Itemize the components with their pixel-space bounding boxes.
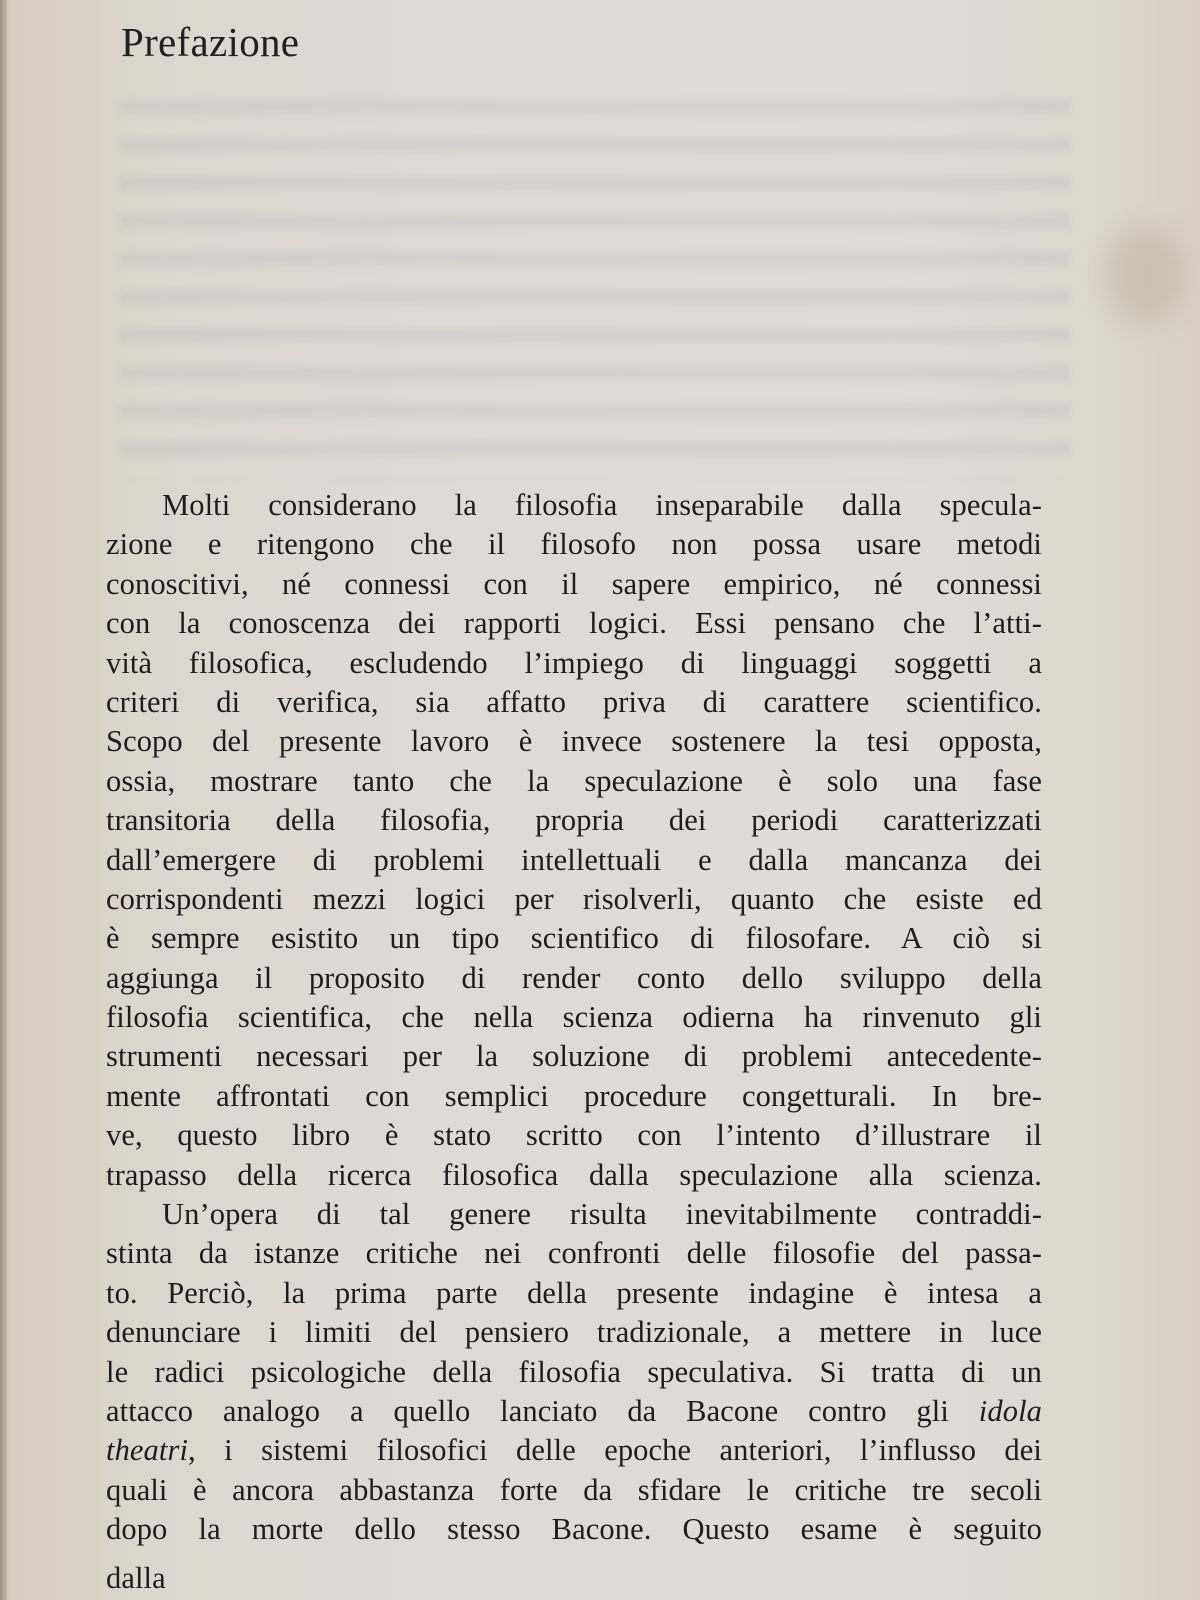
text-line: dopo la morte dello stesso Bacone. Questo esame è seguito bbox=[106, 1512, 1042, 1547]
text-line: dall’emergere di problemi intellettuali e dalla mancanza dei bbox=[106, 842, 1042, 877]
text-line: ossia, mostrare tanto che la speculazione è solo una fase bbox=[106, 763, 1042, 798]
page-binding-edge bbox=[0, 0, 7, 1600]
text-line: strumenti necessari per la soluzione di problemi antecedente- bbox=[106, 1039, 1042, 1074]
italic-term: idola bbox=[978, 1393, 1042, 1428]
text-line: le radici psicologiche della filosofia speculativa. Si tratta di un bbox=[106, 1354, 1042, 1389]
text-line: stinta da istanze critiche nei confronti delle filosofie del passa- bbox=[106, 1236, 1042, 1271]
text-line: Molti considerano la filosofia inseparabile dalla specula- bbox=[162, 488, 1042, 522]
body-text bbox=[106, 486, 1042, 1550]
text-line: quali è ancora abbastanza forte da sfidare le critiche tre secoli bbox=[106, 1472, 1042, 1507]
text-line: conoscitivi, né connessi con il sapere empirico, né connessi bbox=[106, 566, 1042, 601]
text-line: Scopo del presente lavoro è invece sostenere la tesi opposta, bbox=[106, 724, 1042, 759]
text-line: filosofia scientifica, che nella scienza odierna ha rinvenuto gli bbox=[106, 1000, 1042, 1035]
text-line: mente affrontati con semplici procedure congetturali. In bre- bbox=[106, 1078, 1042, 1113]
text-line: vità filosofica, escludendo l’impiego di linguaggi soggetti a bbox=[106, 645, 1042, 680]
text-line: è sempre esistito un tipo scientifico di filosofare. A ciò si bbox=[106, 921, 1042, 956]
text-line: ve, questo libro è stato scritto con l’intento d’illustrare il bbox=[106, 1118, 1042, 1153]
show-through-text-from-reverse bbox=[120, 80, 1070, 480]
text-line-with-italic bbox=[106, 1392, 1042, 1431]
text-line-partial: dalla bbox=[106, 1561, 166, 1595]
page-heading: Prefazione bbox=[121, 19, 300, 65]
text-line: denunciare i limiti del pensiero tradizionale, a mettere in luce bbox=[106, 1315, 1042, 1350]
text-line: to. Perciò, la prima parte della presente indagine è intesa a bbox=[106, 1275, 1042, 1310]
text-line: Un’opera di tal genere risulta inevitabilmente contraddi- bbox=[162, 1197, 1042, 1232]
text-line: corrispondenti mezzi logici per risolverli, quanto che esiste ed bbox=[106, 881, 1042, 916]
text-line: trapasso della ricerca filosofica dalla speculazione alla scienza. bbox=[106, 1157, 1042, 1192]
text-line: criteri di verifica, sia affatto priva di carattere scientifico. bbox=[106, 684, 1042, 719]
text-segment: attacco analogo a quello lanciato da Bacone contro gli bbox=[106, 1393, 949, 1428]
cutoff-line-at-page-bottom bbox=[106, 1561, 1042, 1600]
text-line: zione e ritengono che il filosofo non possa usare metodi bbox=[106, 527, 1042, 562]
italic-term: theatri bbox=[106, 1433, 189, 1468]
text-line: con la conoscenza dei rapporti logici. Essi pensano che l’atti- bbox=[106, 606, 1042, 641]
text-line-with-italic bbox=[106, 1431, 1042, 1470]
paper-stain bbox=[1105, 225, 1185, 325]
text-line: aggiunga il proposito di render conto dello sviluppo della bbox=[106, 960, 1042, 995]
text-line: transitoria della filosofia, propria dei periodi caratterizzati bbox=[106, 803, 1042, 838]
text-segment: , i sistemi filosofici delle epoche anteriori, l’influsso dei bbox=[188, 1433, 1042, 1468]
